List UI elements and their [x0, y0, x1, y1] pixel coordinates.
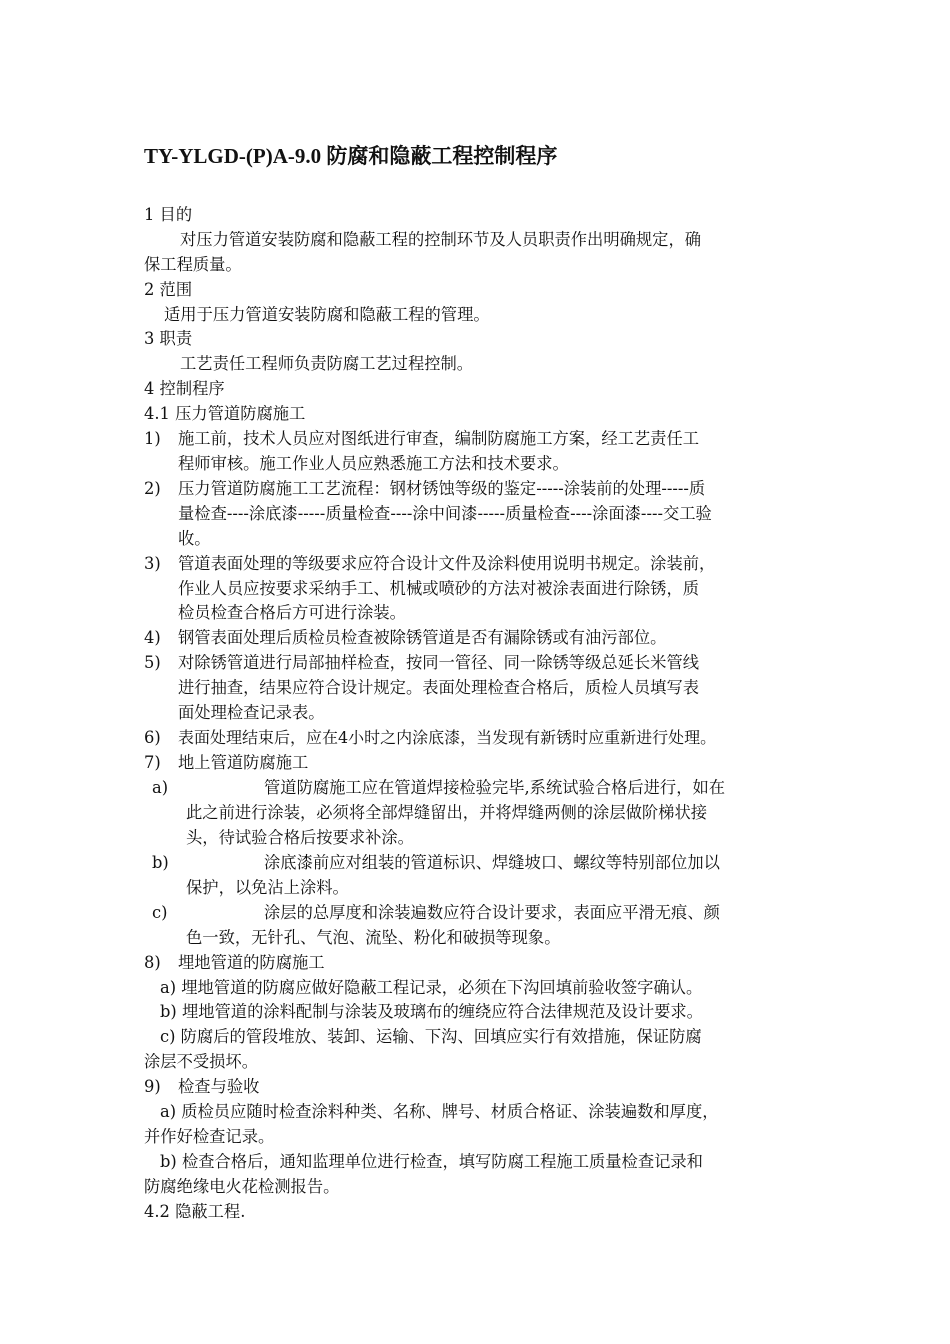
sub-item-text: 并作好检查记录。: [144, 1127, 275, 1146]
list-item-text: 压力管道防腐施工工艺流程：钢材锈蚀等级的鉴定-----涂装前的处理-----质: [178, 479, 706, 498]
sub-item-text: 色一致，无针孔、气泡、流坠、粉化和破损等现象。: [186, 928, 561, 947]
section-1-text: 保工程质量。: [144, 255, 242, 274]
section-4-1-heading: 4.1 压力管道防腐施工: [144, 404, 306, 423]
list-item-number: 6): [144, 728, 161, 747]
list-item-text: 检员检查合格后方可进行涂装。: [178, 603, 406, 622]
sub-item-text: 涂底漆前应对组装的管道标识、焊缝坡口、螺纹等特别部位加以: [264, 853, 720, 872]
sub-item-label: a): [152, 778, 169, 797]
list-item-number: 4): [144, 628, 161, 647]
list-item-text: 作业人员应按要求采纳手工、机械或喷砂的方法对被涂表面进行除锈，质: [178, 579, 700, 598]
section-2-text: 适用于压力管道安装防腐和隐蔽工程的管理。: [164, 305, 490, 324]
list-item-text: 管道表面处理的等级要求应符合设计文件及涂料使用说明书规定。涂装前，: [178, 554, 716, 573]
section-4-2-heading: 4.2 隐蔽工程.: [144, 1202, 246, 1221]
sub-item-text: 涂层的总厚度和涂装遍数应符合设计要求，表面应平滑无痕、颜: [264, 903, 720, 922]
list-item-text: 收。: [178, 529, 211, 548]
list-item-text: 埋地管道的防腐施工: [178, 953, 325, 972]
section-4-heading: 4 控制程序: [144, 379, 225, 398]
list-item-number: 1): [144, 429, 161, 448]
sub-item-label: b): [152, 853, 169, 872]
list-item-text: 施工前，技术人员应对图纸进行审查，编制防腐施工方案，经工艺责任工: [178, 429, 700, 448]
section-2-heading: 2 范围: [144, 280, 193, 299]
list-item-text: 对除锈管道进行局部抽样检查，按同一管径、同一除锈等级总延长米管线: [178, 653, 700, 672]
list-item-text: 表面处理结束后，应在4小时之内涂底漆，当发现有新锈时应重新进行处理。: [178, 728, 717, 747]
list-item-text: 面处理检查记录表。: [178, 703, 325, 722]
list-item-text: 进行抽查，结果应符合设计规定。表面处理检查合格后，质检人员填写表: [178, 678, 700, 697]
list-item-text: 量检查----涂底漆-----质量检查----涂中间漆-----质量检查----涂面漆----交工验: [178, 504, 712, 523]
sub-item-text: 保护，以免沾上涂料。: [186, 878, 349, 897]
list-item-number: 9): [144, 1077, 161, 1096]
list-item-number: 3): [144, 554, 161, 573]
list-item-text: 地上管道防腐施工: [178, 753, 309, 772]
sub-item-text: 涂层不受损坏。: [144, 1052, 258, 1071]
sub-item-text: 头，待试验合格后按要求补涂。: [186, 828, 414, 847]
sub-item-text: 防腐绝缘电火花检测报告。: [144, 1177, 340, 1196]
sub-item-text: a) 埋地管道的防腐应做好隐蔽工程记录，必须在下沟回填前验收签字确认。: [160, 978, 703, 997]
sub-item-text: b) 检查合格后，通知监理单位进行检查，填写防腐工程施工质量检查记录和: [160, 1152, 703, 1171]
section-1-heading: 1 目的: [144, 205, 193, 224]
list-item-text: 程师审核。施工作业人员应熟悉施工方法和技术要求。: [178, 454, 569, 473]
list-item-number: 2): [144, 479, 161, 498]
section-1-text: 对压力管道安装防腐和隐蔽工程的控制环节及人员职责作出明确规定，确: [180, 230, 702, 249]
page-title: TY-YLGD-(P)A-9.0 防腐和隐蔽工程控制程序: [144, 144, 558, 168]
sub-item-text: a) 质检员应随时检查涂料种类、名称、牌号、材质合格证、涂装遍数和厚度，: [160, 1102, 719, 1121]
sub-item-text: 此之前进行涂装，必须将全部焊缝留出，并将焊缝两侧的涂层做阶梯状接: [186, 803, 708, 822]
sub-item-label: c): [152, 903, 168, 922]
list-item-text: 检查与验收: [178, 1077, 260, 1096]
sub-item-text: 管道防腐施工应在管道焊接检验完毕,系统试验合格后进行，如在: [264, 778, 726, 797]
list-item-number: 8): [144, 953, 161, 972]
list-item-text: 钢管表面处理后质检员检查被除锈管道是否有漏除锈或有油污部位。: [178, 628, 667, 647]
section-3-text: 工艺责任工程师负责防腐工艺过程控制。: [180, 354, 474, 373]
section-3-heading: 3 职责: [144, 329, 193, 348]
sub-item-text: c) 防腐后的管段堆放、装卸、运输、下沟、回填应实行有效措施，保证防腐: [160, 1027, 702, 1046]
sub-item-text: b) 埋地管道的涂料配制与涂装及玻璃布的缠绕应符合法律规范及设计要求。: [160, 1002, 703, 1021]
list-item-number: 5): [144, 653, 161, 672]
list-item-number: 7): [144, 753, 161, 772]
